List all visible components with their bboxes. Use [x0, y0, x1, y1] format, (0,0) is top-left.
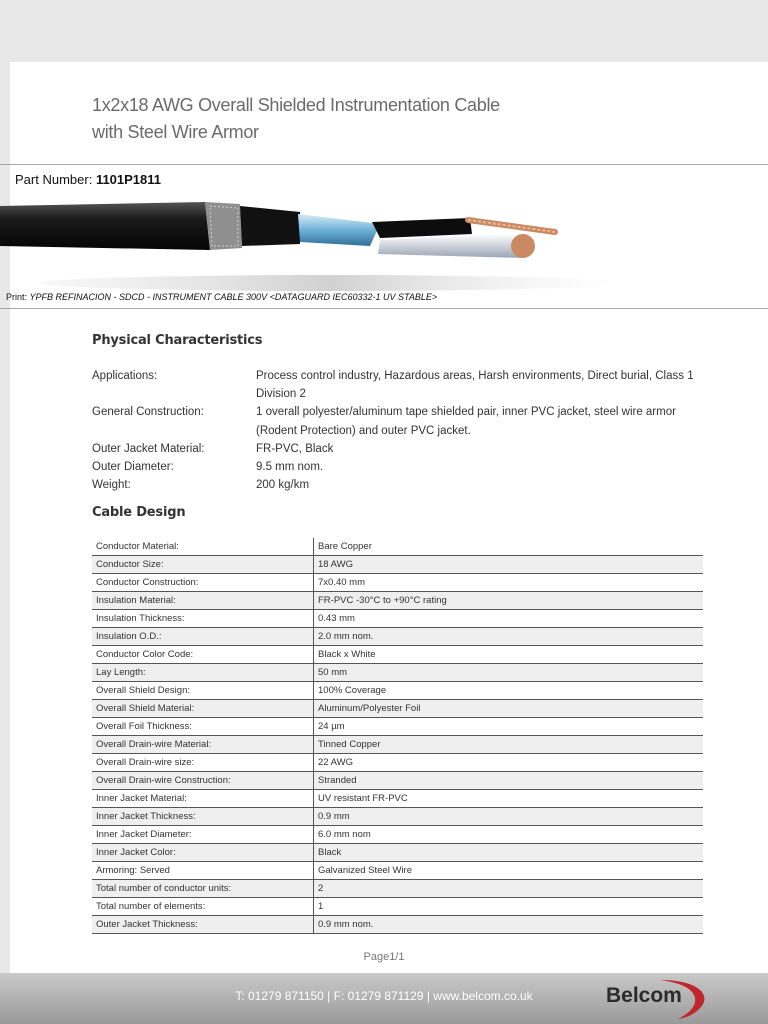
table-row [92, 610, 703, 628]
physical-label: Applications: [92, 370, 158, 382]
design-label: Overall Shield Material: [92, 700, 314, 718]
design-label: Outer Jacket Thickness: [92, 916, 314, 934]
design-label: Inner Jacket Color: [92, 844, 314, 862]
design-value: FR-PVC -30°C to +90°C rating [314, 592, 704, 610]
design-label: Overall Foil Thickness: [92, 718, 314, 736]
design-value: UV resistant FR-PVC [314, 790, 704, 808]
table-row [92, 736, 703, 754]
physical-label: Outer Diameter: [92, 461, 174, 474]
physical-label: General Construction: [92, 406, 204, 419]
table-row [92, 718, 703, 736]
physical-row [92, 476, 712, 494]
title-line-2: with Steel Wire Armor [92, 122, 259, 142]
design-label: Overall Drain-wire Material: [92, 736, 314, 754]
table-row [92, 826, 703, 844]
design-label: Conductor Construction: [92, 574, 314, 592]
physical-row [92, 440, 712, 458]
table-row [92, 790, 703, 808]
design-value: Galvanized Steel Wire [314, 862, 704, 880]
table-row [92, 646, 703, 664]
table-row [92, 754, 703, 772]
design-value: 2 [314, 880, 704, 898]
footer-contact: T: 01279 871150 | F: 01279 871129 | www.belcom.co.uk [235, 989, 533, 1003]
physical-value: 1 overall polyester/aluminum tape shielded pair, inner PVC jacket, steel wire armor [256, 406, 676, 419]
design-label: Insulation O.D.: [92, 628, 314, 646]
divider-middle [0, 308, 768, 309]
design-value: 0.43 mm [314, 610, 704, 628]
table-row [92, 682, 703, 700]
part-number-label: Part Number: [15, 172, 93, 187]
design-value: Tinned Copper [314, 736, 704, 754]
design-value: 18 AWG [314, 556, 704, 574]
table-row [92, 772, 703, 790]
design-label: Conductor Color Code: [92, 646, 314, 664]
design-label: Conductor Size: [92, 556, 314, 574]
design-value: Bare Copper [314, 538, 704, 556]
part-number-value: 1101P1811 [95, 172, 162, 187]
physical-row [92, 403, 712, 421]
print-label: Print: [6, 292, 28, 302]
print-text: YPFB REFINACION - SDCD - INSTRUMENT CABLE 300V <DATAGUARD IEC60332-1 UV STABLE> [29, 292, 438, 302]
belcom-logo: Belcom [606, 984, 682, 1007]
design-label: Overall Drain-wire size: [92, 754, 314, 772]
design-value: 24 µm [314, 718, 704, 736]
physical-row [92, 458, 712, 476]
design-value: 0.9 mm [314, 808, 704, 826]
design-value: 6.0 mm nom [314, 826, 704, 844]
physical-value: Process control industry, Hazardous areas, Harsh environments, Direct burial, Class 1 Division 2 [256, 370, 694, 401]
design-label: Lay Length: [92, 664, 314, 682]
design-heading: Cable Design [92, 505, 186, 520]
design-value: 2.0 mm nom. [314, 628, 704, 646]
cable-design-table [92, 538, 703, 934]
table-row [92, 628, 703, 646]
design-value: 22 AWG [314, 754, 704, 772]
design-value: 50 mm [314, 664, 704, 682]
physical-value: (Rodent Protection) and outer PVC jacket. [256, 424, 471, 437]
physical-value: 9.5 mm nom. [256, 461, 324, 474]
design-value: 7x0.40 mm [314, 574, 704, 592]
cable-image [0, 188, 620, 300]
print-legend [6, 292, 437, 302]
design-value: 100% Coverage [314, 682, 704, 700]
table-row [92, 574, 703, 592]
physical-row [92, 367, 712, 403]
design-label: Insulation Thickness: [92, 610, 314, 628]
design-label: Inner Jacket Diameter: [92, 826, 314, 844]
physical-heading: Physical Characteristics [92, 333, 263, 348]
design-label: Total number of elements: [92, 898, 314, 916]
design-value: Stranded [314, 772, 704, 790]
physical-row [92, 422, 712, 440]
title-line-1: 1x2x18 AWG Overall Shielded Instrumentation Cable [92, 95, 500, 115]
table-row [92, 538, 703, 556]
physical-value: 200 kg/km [256, 479, 310, 492]
physical-value: FR-PVC, Black [256, 442, 334, 455]
table-row [92, 844, 703, 862]
table-row [92, 916, 703, 934]
design-value: 0.9 mm nom. [314, 916, 704, 934]
table-row [92, 592, 703, 610]
page-number: Page1/1 [363, 951, 405, 963]
physical-label: Weight: [92, 479, 131, 492]
design-label: Inner Jacket Material: [92, 790, 314, 808]
table-row [92, 898, 703, 916]
design-label: Total number of conductor units: [92, 880, 314, 898]
table-row [92, 700, 703, 718]
design-value: Aluminum/Polyester Foil [314, 700, 704, 718]
table-row [92, 556, 703, 574]
design-value: Black x White [314, 646, 704, 664]
divider-top [0, 164, 768, 165]
table-row [92, 862, 703, 880]
design-value: Black [314, 844, 704, 862]
design-label: Overall Drain-wire Construction: [92, 772, 314, 790]
design-label: Insulation Material: [92, 592, 314, 610]
table-row [92, 880, 703, 898]
physical-label [92, 422, 256, 440]
table-row [92, 808, 703, 826]
design-label: Armoring: Served [92, 862, 314, 880]
design-label: Conductor Material: [92, 538, 314, 556]
design-label: Overall Shield Design: [92, 682, 314, 700]
physical-characteristics [92, 367, 712, 494]
physical-label: Outer Jacket Material: [92, 442, 205, 455]
document-title [92, 92, 692, 146]
table-row [92, 664, 703, 682]
design-value: 1 [314, 898, 704, 916]
design-label: Inner Jacket Thickness: [92, 808, 314, 826]
part-number [15, 172, 161, 187]
